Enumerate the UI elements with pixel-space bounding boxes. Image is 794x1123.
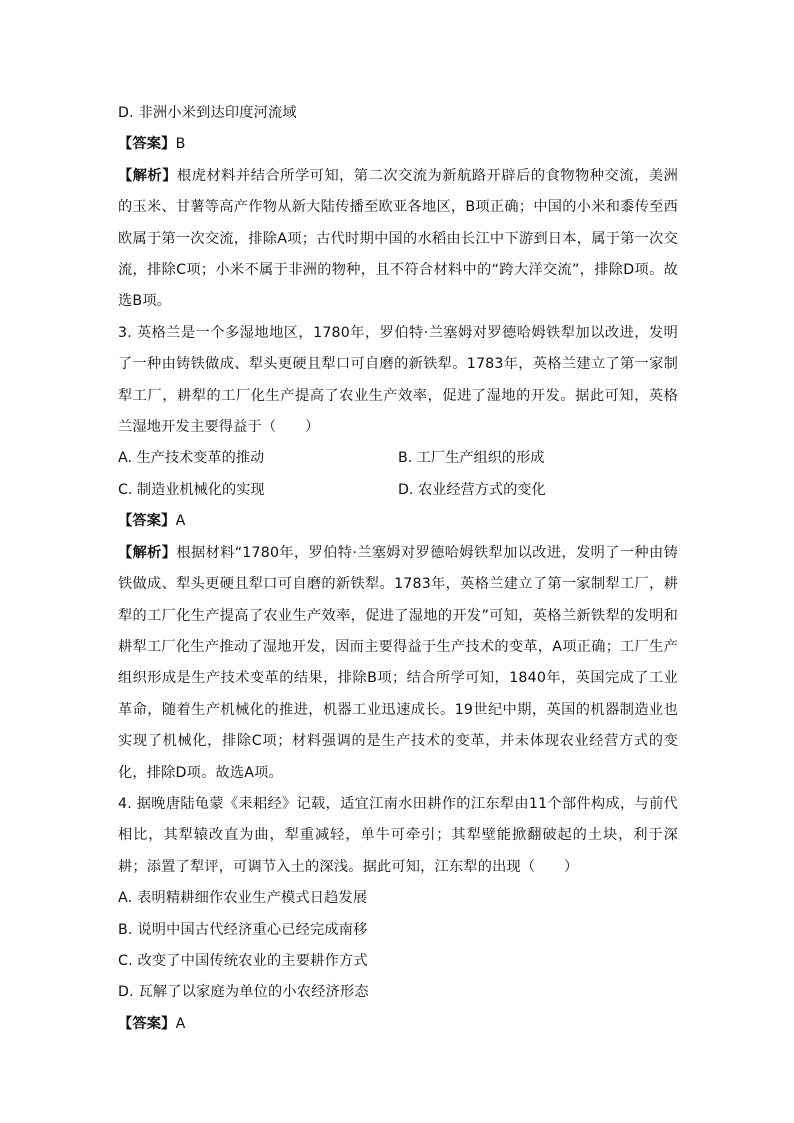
q3-analysis-text: 根据材料“1780年，罗伯特·兰塞姆对罗德哈姆铁犁加以改进，发明了一种由铸铁做成、犁头更硬且犁口可自磨的新铁犁。1783年，英格兰建立了第一家制犁工厂，耕犁的工厂化生产提高了农业生产效率，促进了湿地的开发”可知，英格兰新铁犁的发明和耕犁工厂化生产推动了湿地开发，因而主要得益于生产技术的变革，A项正确；工厂生产组织形成是生产技术变革的结果，排除B项；结合所学可知，1840年，英国完成了工业革命，随着生产机械化的推进，机器工业迅速成长。19世纪中期，英国的机器制造业也实现了机械化，排除C项；材料强调的是生产技术的变革，并未体现农业经营方式的变化，排除D项。故选A项。 <box>118 544 678 781</box>
q3-option-b: B. 工厂生产组织的形成 <box>398 450 545 467</box>
q3-options-row-2 <box>118 475 678 506</box>
document-page <box>118 98 678 1040</box>
q4-option-c: C. 改变了中国传统农业的主要耕作方式 <box>118 952 368 969</box>
q3-option-a: A. 生产技术变革的推动 <box>118 450 265 467</box>
q4-answer <box>118 1009 678 1040</box>
q4-stem: 4. 据晚唐陆龟蒙《耒耜经》记载，适宜江南水田耕作的江东犁由11个部件构成，与前代相比，其犁辕改直为曲，犁重减轻，单牛可牵引；其犁壁能掀翻破起的土块，利于深耕；添置了犁评，可调节入土的深浅。据此可知，江东犁的出现（ ） <box>118 795 678 875</box>
q3-answer <box>118 506 678 537</box>
q4-answer-tag: 【答案】 <box>118 1015 176 1032</box>
q3-answer-value: A <box>175 513 186 530</box>
q4-answer-value: A <box>175 1015 186 1032</box>
q4-option-a: A. 表明精耕细作农业生产模式日趋发展 <box>118 890 368 907</box>
q2-answer-value: B <box>175 136 186 153</box>
q3-options-row-1 <box>118 443 678 474</box>
q3-analysis-tag: 【解析】 <box>118 544 177 561</box>
q3-answer-tag: 【答案】 <box>118 513 176 530</box>
q2-answer-tag: 【答案】 <box>118 136 176 153</box>
q3-stem: 3. 英格兰是一个多湿地地区，1780年，罗伯特·兰塞姆对罗德哈姆铁犁加以改进，发明了一种由铸铁做成、犁头更硬且犁口可自磨的新铁犁。1783年，英格兰建立了第一家制犁工厂，耕犁的工厂化生产提高了农业生产效率，促进了湿地的开发。据此可知，英格兰湿地开发主要得益于（ ） <box>118 324 678 436</box>
q3-analysis <box>118 538 678 789</box>
q2-answer <box>118 129 678 160</box>
q2-analysis-text: 根虎材料并结合所学可知，第二次交流为新航路开辟后的食物物种交流，美洲的玉米、甘薯等高产作物从新大陆传播至欧亚各地区，B项正确；中国的小米和黍传至西欧属于第一次交流，排除A项；古代时期中国的水稻由长江中下游到日本，属于第一次交流，排除C项；小米不属于非洲的物种，且不符合材料中的“跨大洋交流”，排除D项。故选B项。 <box>118 167 678 310</box>
q2-option-d: D. 非洲小米到达印度河流域 <box>118 105 297 121</box>
q3-option-c: C. 制造业机械化的实现 <box>118 481 265 498</box>
q2-analysis <box>118 161 678 318</box>
q2-analysis-tag: 【解析】 <box>118 167 177 184</box>
q4-option-b: B. 说明中国古代经济重心已经完成南移 <box>118 921 368 938</box>
q3-option-d: D. 农业经营方式的变化 <box>398 481 546 498</box>
q4-option-d: D. 瓦解了以家庭为单位的小农经济形态 <box>118 984 369 1001</box>
